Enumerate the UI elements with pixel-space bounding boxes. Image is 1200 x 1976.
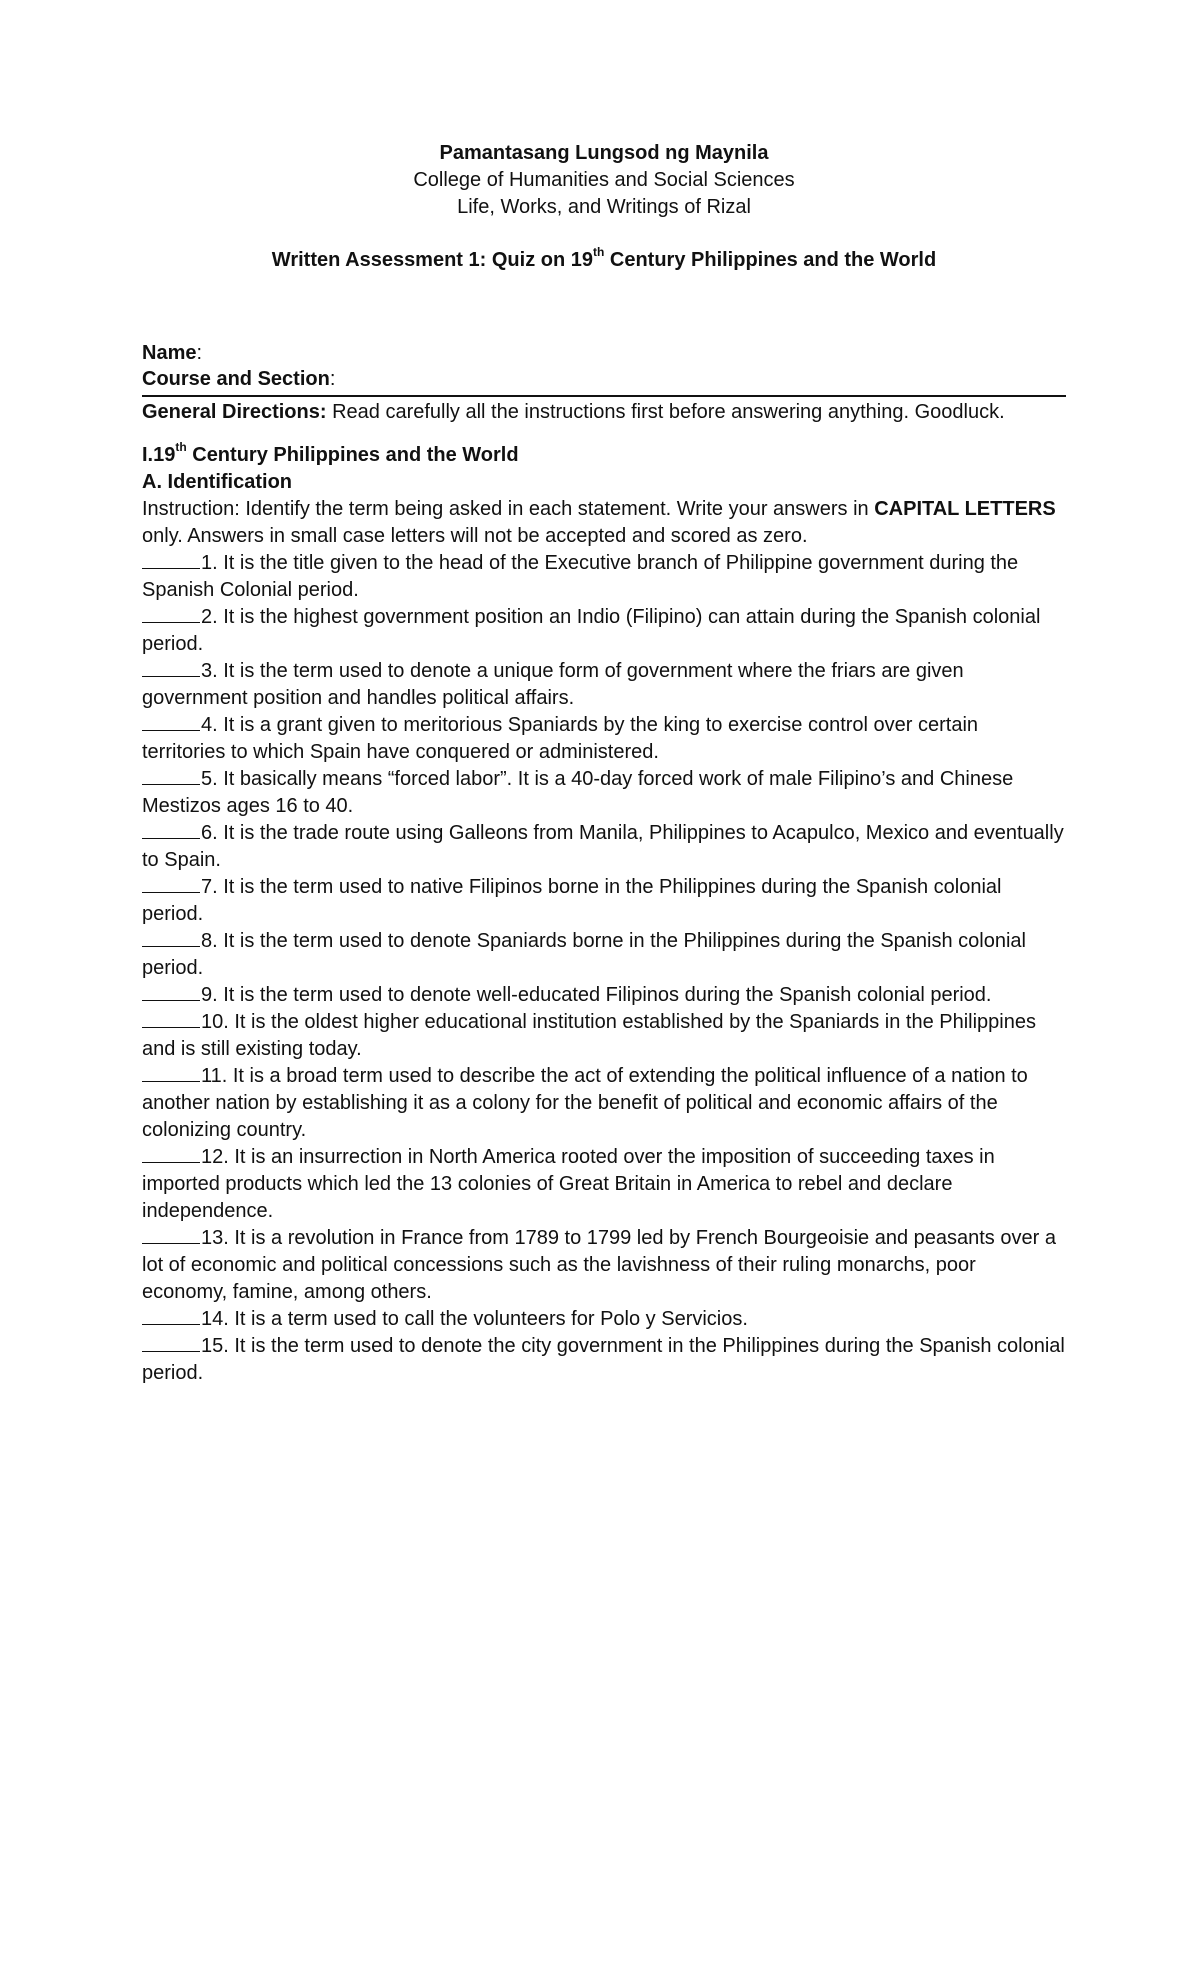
directions-label: General Directions: <box>142 401 327 423</box>
question-text: 12. It is an insurrection in North America rooted over the imposition of succeeding taxes in imported products which led the 13 colonies of Great Britain in America to rebel and declare independence. <box>142 1146 995 1222</box>
answer-blank[interactable] <box>142 550 200 569</box>
course-name: Life, Works, and Writings of Rizal <box>457 196 751 218</box>
question-item <box>142 550 1066 604</box>
document-header <box>142 140 1066 221</box>
question-text: 3. It is the term used to denote a unique form of government where the friars are given government position and handles political affairs. <box>142 660 964 709</box>
school-name: Pamantasang Lungsod ng Maynila <box>439 142 769 164</box>
section-title <box>142 442 1066 469</box>
question-text: 13. It is a revolution in France from 1789 to 1799 led by French Bourgeoisie and peasants over a lot of economic and political concessions such as the lavishness of their ruling monarchs, poor economy, famine, among others. <box>142 1227 1056 1303</box>
question-item <box>142 1225 1066 1306</box>
instruction-bold: CAPITAL LETTERS <box>874 498 1056 520</box>
section-title-prefix: I.19 <box>142 444 176 466</box>
section-title-sup: th <box>175 440 187 455</box>
answer-blank[interactable] <box>142 1063 200 1082</box>
assessment-title-prefix: Written Assessment 1: Quiz on 19 <box>271 249 593 271</box>
question-text: 2. It is the highest government position an Indio (Filipino) can attain during the Spanish colonial period. <box>142 606 1041 655</box>
question-text: 14. It is a term used to call the volunteers for Polo y Servicios. <box>201 1308 748 1330</box>
question-item <box>142 712 1066 766</box>
student-fields <box>142 340 1066 392</box>
answer-blank[interactable] <box>142 604 200 623</box>
question-text: 5. It basically means “forced labor”. It is a 40-day forced work of male Filipino’s and Chinese Mestizos ages 16 to 40. <box>142 768 1014 817</box>
answer-blank[interactable] <box>142 1333 200 1352</box>
course-section-label: Course and Section <box>142 368 330 390</box>
question-text: 9. It is the term used to denote well-educated Filipinos during the Spanish colonial period. <box>201 984 992 1006</box>
course-section-field[interactable] <box>142 366 1066 392</box>
question-text: 15. It is the term used to denote the city government in the Philippines during the Spanish colonial period. <box>142 1335 1065 1384</box>
name-label: Name <box>142 342 197 364</box>
question-item <box>142 604 1066 658</box>
answer-blank[interactable] <box>142 1144 200 1163</box>
question-item <box>142 658 1066 712</box>
answer-blank[interactable] <box>142 820 200 839</box>
section-title-suffix: Century Philippines and the World <box>186 444 519 466</box>
question-item <box>142 1144 1066 1225</box>
section-subtitle: A. Identification <box>142 471 292 493</box>
question-list <box>142 550 1066 1387</box>
answer-blank[interactable] <box>142 982 200 1001</box>
assessment-title <box>142 245 1066 272</box>
document-page <box>142 0 1066 1387</box>
question-item <box>142 1063 1066 1144</box>
question-text: 7. It is the term used to native Filipinos borne in the Philippines during the Spanish colonial period. <box>142 876 1002 925</box>
answer-blank[interactable] <box>142 1225 200 1244</box>
instruction-text <box>142 496 1066 550</box>
question-text: 6. It is the trade route using Galleons from Manila, Philippines to Acapulco, Mexico and eventually to Spain. <box>142 822 1064 871</box>
name-field[interactable] <box>142 340 1066 366</box>
question-item <box>142 1306 1066 1333</box>
name-colon: : <box>196 342 203 364</box>
question-item <box>142 766 1066 820</box>
directions-text: Read carefully all the instructions first before answering anything. Goodluck. <box>326 401 1005 423</box>
question-item <box>142 1333 1066 1387</box>
assessment-title-suffix: Century Philippines and the World <box>604 249 937 271</box>
question-text: 11. It is a broad term used to describe the act of extending the political influence of a nation to another nation by establishing it as a colony for the benefit of political and economic affairs of the colonizing country. <box>142 1065 1028 1141</box>
college-name: College of Humanities and Social Sciences <box>413 169 795 191</box>
question-item <box>142 982 1066 1009</box>
question-text: 1. It is the title given to the head of the Executive branch of Philippine government during the Spanish Colonial period. <box>142 552 1019 601</box>
answer-blank[interactable] <box>142 712 200 731</box>
question-text: 4. It is a grant given to meritorious Spaniards by the king to exercise control over certain territories to which Spain have conquered or administered. <box>142 714 979 763</box>
question-text: 8. It is the term used to denote Spaniards borne in the Philippines during the Spanish colonial period. <box>142 930 1026 979</box>
answer-blank[interactable] <box>142 928 200 947</box>
question-item <box>142 1009 1066 1063</box>
question-item <box>142 928 1066 982</box>
answer-blank[interactable] <box>142 766 200 785</box>
instruction-before: Instruction: Identify the term being asked in each statement. Write your answers in <box>142 498 875 520</box>
answer-blank[interactable] <box>142 1306 200 1325</box>
answer-blank[interactable] <box>142 658 200 677</box>
assessment-title-sup: th <box>593 245 605 260</box>
question-item <box>142 874 1066 928</box>
question-text: 10. It is the oldest higher educational institution established by the Spaniards in the Philippines and is still existing today. <box>142 1011 1036 1060</box>
answer-blank[interactable] <box>142 874 200 893</box>
course-section-colon: : <box>329 368 336 390</box>
instruction-after: only. Answers in small case letters will not be accepted and scored as zero. <box>142 525 808 547</box>
question-item <box>142 820 1066 874</box>
general-directions <box>142 399 1066 426</box>
answer-blank[interactable] <box>142 1009 200 1028</box>
divider-line <box>142 395 1066 397</box>
